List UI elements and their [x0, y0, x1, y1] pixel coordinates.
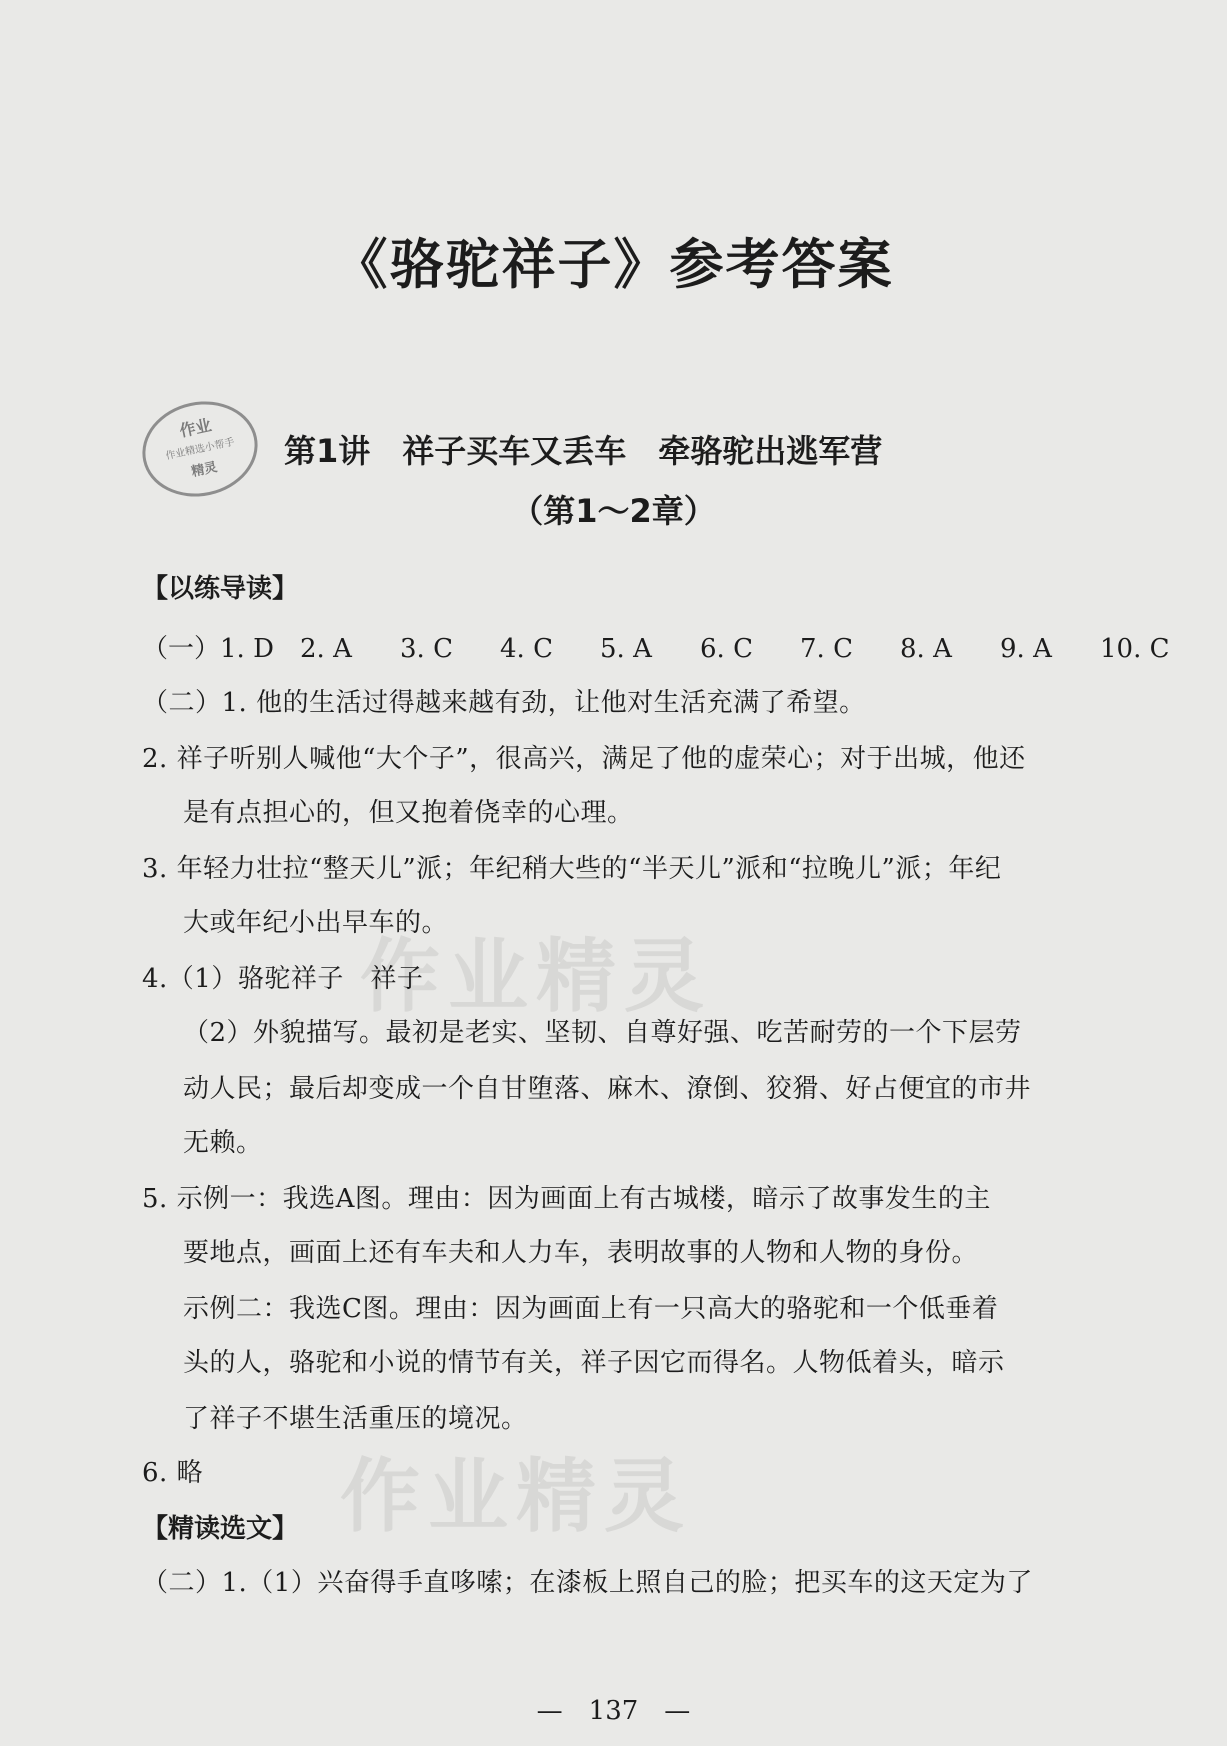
section-practice-header: 【以练导读】: [142, 574, 299, 604]
answer-line: 4.（1）骆驼祥子 祥子: [142, 964, 424, 994]
watermark: 作业精灵: [360, 930, 712, 1023]
mc-answer: 5. A: [600, 634, 652, 664]
answer-line: 2. 祥子听别人喊他“大个子”，很高兴，满足了他的虚荣心；对于出城，他还: [142, 744, 1026, 774]
mc-answer: 1. D: [220, 634, 274, 664]
mc-answer: 3. C: [400, 634, 453, 664]
chapter-range: （第1～2章）: [511, 492, 716, 530]
mc-answer: 10. C: [1100, 634, 1170, 664]
multiple-choice-answers: [142, 628, 1200, 665]
mc-answer: 7. C: [800, 634, 853, 664]
answer-line: 示例二：我选C图。理由：因为画面上有一只高大的骆驼和一个低垂着: [183, 1294, 999, 1324]
page-number: — 137 —: [536, 1696, 691, 1726]
stamp-bottom-text: 精灵: [190, 459, 219, 481]
answer-line: 6. 略: [142, 1458, 204, 1488]
answer-line: 了祥子不堪生活重压的境况。: [183, 1404, 528, 1434]
lecture-heading: 第1讲 祥子买车又丢车 牵骆驼出逃军营: [284, 432, 883, 470]
answer-line: 3. 年轻力壮拉“整天儿”派；年纪稍大些的“半天儿”派和“拉晚儿”派；年纪: [142, 854, 1002, 884]
answer-line: 是有点担心的，但又抱着侥幸的心理。: [183, 798, 634, 828]
page-title: 《骆驼祥子》参考答案: [333, 232, 894, 296]
mc-answer: 2. A: [300, 634, 352, 664]
watermark: 作业精灵: [340, 1450, 692, 1543]
answer-line: 无赖。: [183, 1128, 263, 1158]
answer-line: 大或年纪小出早车的。: [183, 908, 449, 938]
stamp-top-text: 作业: [177, 415, 214, 441]
answer-line: （二）1. 他的生活过得越来越有劲，让他对生活充满了希望。: [142, 688, 866, 718]
mc-prefix-answer-1: [142, 628, 300, 665]
answer-line: 要地点，画面上还有车夫和人力车，表明故事的人物和人物的身份。: [183, 1238, 979, 1268]
answer-line: （2）外貌描写。最初是老实、坚韧、自尊好强、吃苦耐劳的一个下层劳: [183, 1018, 1022, 1048]
mc-answer: 4. C: [500, 634, 553, 664]
answer-line: 动人民；最后却变成一个自甘堕落、麻木、潦倒、狡猾、好占便宜的市井: [183, 1074, 1032, 1104]
mc-answer: 6. C: [700, 634, 753, 664]
answer-line: 5. 示例一：我选A图。理由：因为画面上有古城楼，暗示了故事发生的主: [142, 1184, 991, 1214]
answer-line: （二）1.（1）兴奋得手直哆嗦；在漆板上照自己的脸；把买车的这天定为了: [142, 1568, 1033, 1598]
mc-answer: 8. A: [900, 634, 952, 664]
mc-prefix: （一）: [142, 634, 221, 664]
answer-line: 头的人，骆驼和小说的情节有关，祥子因它而得名。人物低着头，暗示: [183, 1348, 1005, 1378]
stamp-middle-text: 作业精选小帮手: [164, 436, 236, 463]
section-reading-header: 【精读选文】: [142, 1514, 299, 1544]
mc-answer: 9. A: [1000, 634, 1052, 664]
